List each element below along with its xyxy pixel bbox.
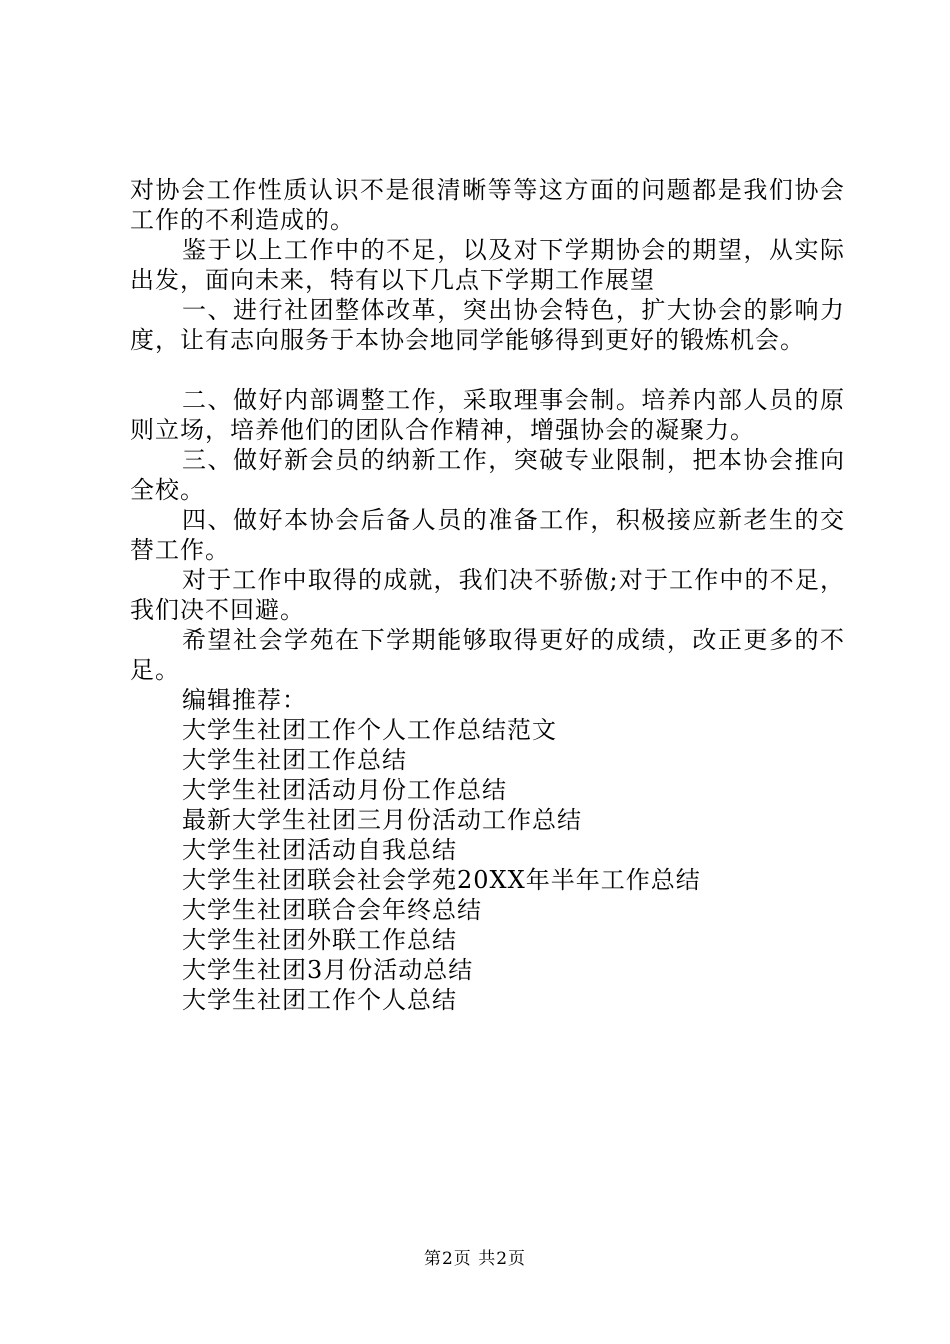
paragraph-item-2: 二、做好内部调整工作，采取理事会制。培养内部人员的原则立场，培养他们的团队合作精神，增强协会的凝聚力。 [130,386,845,444]
recommend-label: 编辑推荐： [182,686,307,714]
recommend-item[interactable]: 大学生社团联会社会学苑20XX年半年工作总结 [182,866,701,894]
document-body [130,175,845,1015]
recommend-item[interactable]: 大学生社团3月份活动总结 [182,956,474,984]
paragraph-achievements: 对于工作中取得的成就，我们决不骄傲;对于工作中的不足，我们决不回避。 [130,566,845,624]
paragraph-item-4: 四、做好本协会后备人员的准备工作，积极接应新老生的交替工作。 [130,506,845,564]
recommend-list [130,715,845,1015]
paragraph-hope: 希望社会学苑在下学期能够取得更好的成绩，改正更多的不足。 [130,626,845,684]
paragraph-item-1: 一、进行社团整体改革，突出协会特色，扩大协会的影响力度，让有志向服务于本协会地同学能够得到更好的锻炼机会。 [130,296,845,354]
recommend-item[interactable]: 大学生社团工作个人总结 [182,986,457,1014]
blank-line [130,355,845,385]
paragraph-item-3: 三、做好新会员的纳新工作，突破专业限制，把本协会推向全校。 [130,446,845,504]
page-footer: 第2页 共2页 [423,1249,527,1269]
recommend-item[interactable]: 最新大学生社团三月份活动工作总结 [182,806,582,834]
recommend-item[interactable]: 大学生社团外联工作总结 [182,926,457,954]
recommend-item[interactable]: 大学生社团活动自我总结 [182,836,457,864]
paragraph-continuation: 对协会工作性质认识不是很清晰等等这方面的问题都是我们协会工作的不利造成的。 [130,176,845,234]
recommend-item[interactable]: 大学生社团联合会年终总结 [182,896,482,924]
recommend-item[interactable]: 大学生社团工作总结 [182,746,407,774]
recommend-item[interactable]: 大学生社团活动月份工作总结 [182,776,507,804]
paragraph-outlook-intro: 鉴于以上工作中的不足，以及对下学期协会的期望，从实际出发，面向未来，特有以下几点下学期工作展望 [130,236,845,294]
recommend-item[interactable]: 大学生社团工作个人工作总结范文 [182,716,557,744]
